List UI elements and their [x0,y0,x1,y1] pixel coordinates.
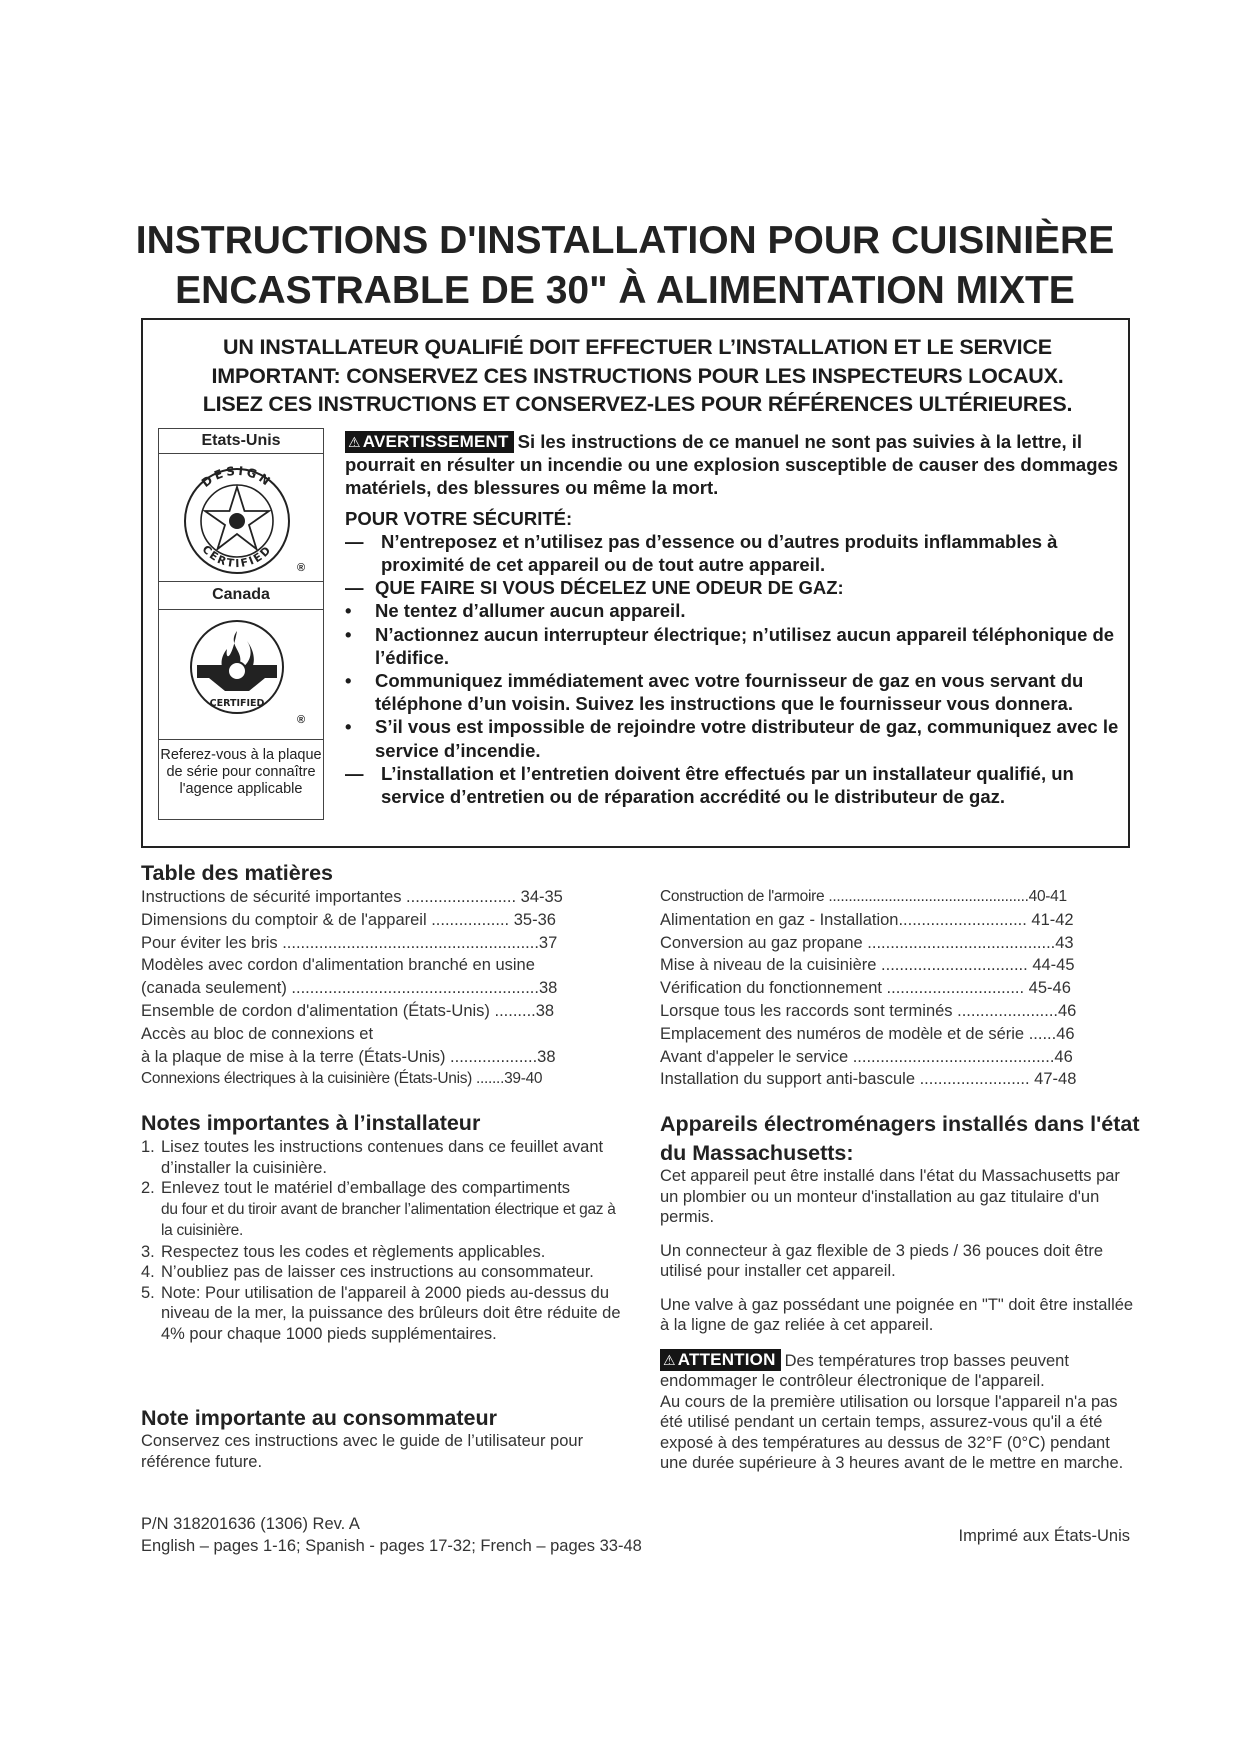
massachusetts-title: Appareils électroménagers installés dans l'état du Massachusetts: [660,1112,1140,1165]
installer-notes-title: Notes importantes à l’installateur [141,1111,481,1135]
cert-separator [159,581,323,582]
toc-entry: Conversion au gaz propane .........................................43 [660,933,1074,952]
toc-entry: Lorsque tous les raccords sont terminés ......................46 [660,1001,1077,1020]
canada-label: Canada [212,586,270,603]
toc-entry: Avant d'appeler le service ............................................46 [660,1047,1073,1066]
design-certified-seal-icon [177,461,297,579]
language-pages: English – pages 1-16; Spanish - pages 17-32; French – pages 33-48 [141,1537,642,1555]
list-item: 1. Lisez toutes les instructions contenues dans ce feuillet avant d’installer la cuisinière. [141,1138,604,1177]
list-item: 5. Note: Pour utilisation de l'appareil à 2000 pieds au-dessus du niveau de la mer, la puissance des brûleurs doit être réduite de 4% pour chaque 1000 pieds supplémentaires. [141,1283,621,1343]
bullet-item: • Ne tentez d’allumer aucun appareil. [345,600,686,622]
title-line-2: ENCASTRABLE DE 30" À ALIMENTATION MIXTE [175,269,1075,312]
box-header [153,333,1122,419]
cert-separator [159,739,323,740]
header-line-1: UN INSTALLATEUR QUALIFIÉ DOIT EFFECTUER L’INSTALLATION ET LE SERVICE [223,335,1052,359]
csa-flame-certified-icon [179,617,295,721]
installer-notes-list [141,1137,621,1344]
attention-paragraph [660,1349,1140,1392]
warning-content [345,430,1125,808]
avertissement-label: AVERTISSEMENT [362,432,509,451]
toc-entry: Ensemble de cordon d'alimentation (États-Unis) .........38 [141,1001,555,1020]
certification-panel [158,428,324,820]
warning-paragraph [345,430,1125,500]
avertissement-badge [345,431,514,453]
part-number: P/N 318201636 (1306) Rev. A [141,1515,360,1533]
warning-triangle-icon: ⚠ [663,1351,676,1368]
toc-entry: Accès au bloc de connexions et [141,1024,374,1043]
cert-separator [159,453,323,454]
registered-mark-2: ® [297,714,306,726]
massachusetts-paragraph: Une valve à gaz possédant une poignée en "T" doit être installée à la ligne de gaz reliée à cet appareil. [660,1295,1134,1334]
attention-badge [660,1349,781,1371]
canada-certified-text: CERTIFIED [209,698,265,709]
massachusetts-paragraph: Au cours de la première utilisation ou lorsque l'appareil n'a pas été utilisé pendant un certain temps, assurez-vous qu'il a été exposé à des températures au dessus de 32°F (0°C) pendant une durée supérieure à 3 heures avant de le mettre en marche. [660,1392,1124,1472]
toc-entry: Emplacement des numéros de modèle et de série ......46 [660,1024,1075,1043]
list-item: 4. N’oubliez pas de laisser ces instructions au consommateur. [141,1263,594,1281]
toc-right-column [660,886,1140,1091]
title-line-1: INSTRUCTIONS D'INSTALLATION POUR CUISINIÈRE [135,219,1115,262]
toc-entry: Dimensions du comptoir & de l'appareil ................. 35-36 [141,910,556,929]
page-title [100,216,1150,316]
massachusetts-content [660,1166,1140,1474]
toc-entry: Alimentation en gaz - Installation............................ 41-42 [660,910,1074,929]
dash-item: — L’installation et l’entretien doivent être effectués par un installateur qualifié, un service d’entretien ou de réparation accrédité ou le distributeur de gaz. [345,762,1074,808]
toc-entry: (canada seulement) ......................................................38 [141,979,558,998]
bullet-item: • S’il vous est impossible de rejoindre votre distributeur de gaz, communiquez avec le service d’incendie. [345,716,1119,761]
design-text: DESIGN [198,463,276,490]
dash-item: — QUE FAIRE SI VOUS DÉCELEZ UNE ODEUR DE GAZ: [345,577,844,599]
toc-entry: Modèles avec cordon d'alimentation branché en usine [141,956,535,975]
massachusetts-paragraph: Un connecteur à gaz flexible de 3 pieds / 36 pouces doit être utilisé pour installer cet appareil. [660,1241,1104,1280]
toc-left-column [141,886,621,1091]
header-line-2: IMPORTANT: CONSERVEZ CES INSTRUCTIONS POUR LES INSPECTEURS LOCAUX. [211,363,1064,388]
footer-left [141,1513,761,1557]
toc-entry: Pour éviter les bris ........................................................37 [141,933,558,952]
attention-label: ATTENTION [677,1349,776,1369]
toc-title: Table des matières [141,861,333,885]
attention-text: Des températures trop basses peuvent endommager le contrôleur électronique de l'appareil. [660,1351,1069,1390]
toc-entry: Vérification du fonctionnement .............................. 45-46 [660,979,1071,998]
registered-mark-1: ® [297,562,306,574]
toc-entry: Installation du support anti-bascule ........................ 47-48 [660,1070,1077,1089]
consumer-note-text: Conservez ces instructions avec le guide de l’utilisateur pour référence future. [141,1432,584,1471]
consumer-note-title: Note importante au consommateur [141,1406,497,1430]
bullet-item: • Communiquez immédiatement avec votre fournisseur de gaz en vous servant du téléphone d’un voisin. Suivez les instructions que le fournisseur vous donnera. [345,670,1084,715]
list-item: 3. Respectez tous les codes et règlements applicables. [141,1242,546,1261]
list-item: 2. Enlevez tout le matériel d’emballage des compartiments du four et du tiroir avant de brancher l’alimentation électrique et gaz à la cuisinière. [141,1179,616,1239]
massachusetts-paragraph: Cet appareil peut être installé dans l'état du Massachusetts par un plombier ou un monteur d'installation au gaz titulaire d'un permis. [660,1167,1120,1226]
header-line-3: LISEZ CES INSTRUCTIONS ET CONSERVEZ-LES POUR RÉFÉRENCES ULTÉRIEURES. [202,392,1073,416]
toc-entry: Instructions de sécurité importantes ........................ 34-35 [141,888,563,906]
refer-to-plate-text: Referez-vous à la plaque de série pour connaître l'agence applicable [160,747,322,797]
warning-box [141,318,1130,848]
toc-entry: à la plaque de mise à la terre (États-Unis) ...................38 [141,1047,556,1066]
toc-entry: Construction de l'armoire ..................................................40-41 [660,888,1067,905]
warning-triangle-icon: ⚠ [348,434,361,450]
toc-entry: Mise à niveau de la cuisinière ................................ 44-45 [660,956,1075,975]
certified-text: CERTIFIED [199,542,275,571]
dash-item: — N’entreposez et n’utilisez pas d’essence ou d’autres produits inflammables à proximité de cet appareil ou de tout autre appareil. [345,530,1058,576]
bullet-item: • N’actionnez aucun interrupteur électrique; n’utilisez aucun appareil téléphonique de l’édifice. [345,623,1115,668]
printed-in: Imprimé aux États-Unis [958,1527,1130,1545]
safety-title: POUR VOTRE SÉCURITÉ: [345,507,573,529]
toc-entry: Connexions électriques à la cuisinière (États-Unis) .......39-40 [141,1070,543,1088]
us-label: Etats-Unis [201,432,281,449]
warning-text: Si les instructions de ce manuel ne sont pas suivies à la lettre, il pourrait en résulter un incendie ou une explosion susceptible de causer des dommages matériels, des blessures ou même la mort. [345,431,1119,499]
cert-separator [159,609,323,610]
